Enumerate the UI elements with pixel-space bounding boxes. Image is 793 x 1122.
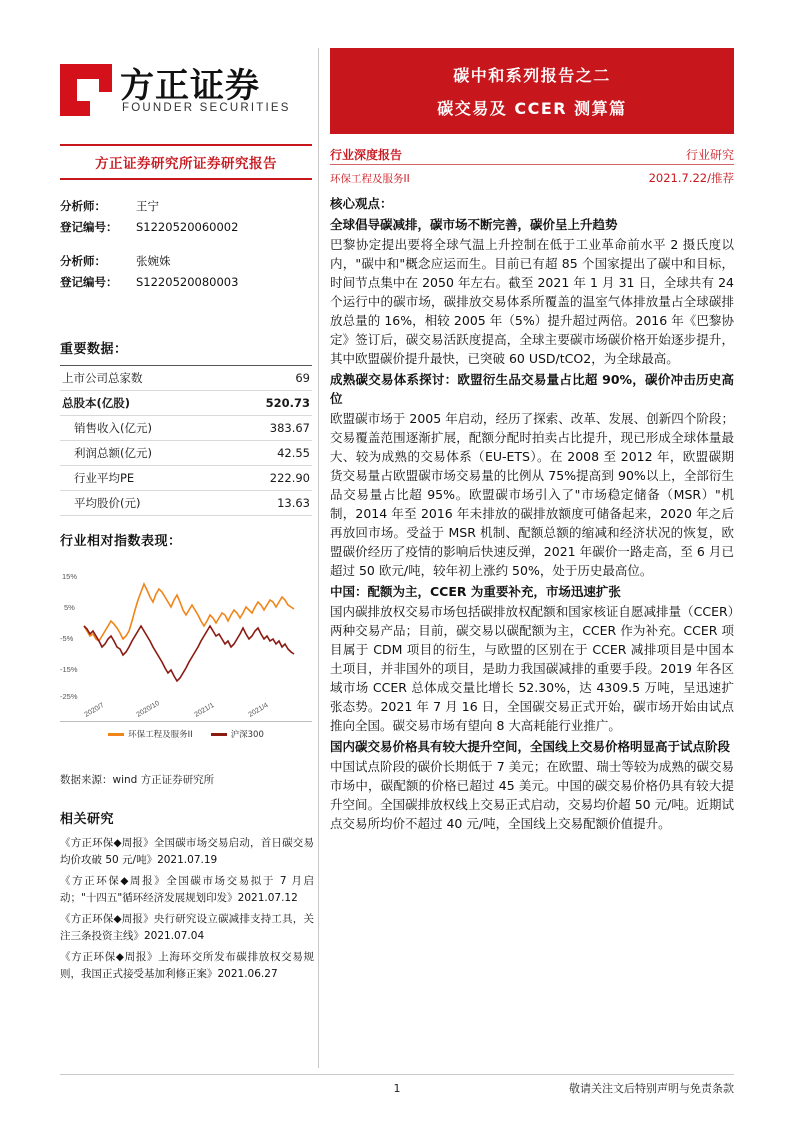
section-paragraph: 国内碳排放权交易市场包括碳排放权配额和国家核证自愿减排量（CCER）两种交易产品；目前，碳交易以碳配额为主，CCER 作为补充。CCER 项目属于 CDM 项目的衍生，与欧盟的区别在于 CCER 减排项目是中国本土项目，并非国外的项目，是助力我国碳减排的重要手段。2019 年各区域市场 CCER 总体成交量比增长 52.30%，达 4309.5 万吨，呈迅速扩张态势。2021 年 7 月 16 日，全国碳交易正式开始，碳市场开始由试点推向全国。碳交易市场有望向 8 大高耗能行业推广。 [330,604,734,733]
analyst-id-label: 登记编号： [60,220,118,234]
key-data-value: 13.63 [277,496,310,510]
svg-text:2020/10: 2020/10 [135,700,161,719]
analyst-name: 张婉姝 [136,254,171,268]
key-data-label: 销售收入(亿元) [74,421,152,435]
analyst-id-value: S1220520080003 [136,275,239,289]
analyst-id-row [60,272,312,293]
section-heading: 成熟碳交易体系探讨：欧盟衍生品交易量占比超 90%，碳价冲击历史高位 [330,372,734,406]
table-row [60,391,312,416]
page-footer [60,1080,734,1096]
key-data-table [60,365,312,516]
key-data-label: 平均股价(元) [74,496,141,510]
legend-swatch-icon [108,733,124,736]
svg-text:15%: 15% [62,572,78,581]
list-item[interactable]: 《方正环保◆周报》央行研究设立碳减排支持工具，关注三条投资主线》2021.07.04 [60,913,314,942]
legend-item [211,728,264,740]
research-category-label: 行业研究 [685,148,734,162]
svg-text:2021/1: 2021/1 [193,701,216,719]
report-body [330,194,734,834]
key-data-label: 行业平均PE [74,471,135,485]
analyst-id-value: S1220520060002 [136,220,239,234]
page-number: 1 [393,1081,401,1095]
section-paragraph: 欧盟碳市场于 2005 年启动，经历了探索、改革、发展、创新四个阶段；交易覆盖范围逐渐扩展，配额分配时拍卖占比提升，现已形成全球体量最大、较为成熟的交易体系（EU-ETS）。在 2008 至 2012 年，欧盟碳期货交易量占欧盟碳市场交易量的比例从 75%提高到 90%以上，全部衍生品交易量占比超 95%。欧盟碳市场引入了"市场稳定储备（MSR）"机制，2014 年至 2016 年未排放的碳排放额度可储备起来，2020 年之后再放回市场。受益于 MSR 机制、配额总额的缩减和经济状况的恢复，欧盟碳价经历了疫情的影响后快速反弹，2021 年碳价一路走高，至 6 月已超过 50 欧元/吨，较年初上涨约 50%，处于历史最高位。 [330,411,734,578]
key-data-value: 42.55 [277,446,310,460]
report-type-label: 行业深度报告 [330,148,403,162]
key-data-value: 383.67 [269,421,310,435]
section-heading: 全球倡导碳减排，碳市场不断完善，碳价呈上升趋势 [330,217,618,232]
analyst-row [60,196,312,217]
chart-plot-area [60,557,312,722]
table-row [60,491,312,516]
table-row [60,466,312,491]
analyst-block [60,196,312,293]
analyst-row [60,251,312,272]
report-title-line1: 碳中和系列报告之二 [453,66,611,85]
key-data-value: 520.73 [265,396,310,410]
index-chart-section [60,530,312,740]
svg-text:-5%: -5% [60,634,74,643]
related-research-title: 相关研究 [60,812,115,827]
report-title-banner [330,48,734,134]
chart-title: 行业相对指数表现： [60,534,182,549]
industry-label: 环保工程及服务II [330,173,410,185]
legend-item [108,728,193,740]
key-data-label: 利润总额(亿元) [74,446,152,460]
key-data-section [60,338,312,516]
legend-label: 沪深300 [230,730,264,740]
analyst-role-label: 分析师： [60,254,106,268]
analyst-id-row [60,217,312,238]
list-item[interactable]: 《方正环保◆周报》全国碳市场交易启动，首日碳交易均价攻破 50 元/吨》2021.07.19 [60,837,314,866]
list-item[interactable]: 《方正环保◆周报》全国碳市场交易拟于 7 月启动；"十四五"循环经济发展规划印发》2021.07.12 [60,875,314,904]
company-logo [60,58,310,128]
line-chart-svg [60,557,312,722]
related-research-section [60,808,314,987]
table-row [60,366,312,391]
report-title-line2: 碳交易及 CCER 测算篇 [437,99,627,118]
svg-text:2021/4: 2021/4 [247,701,270,719]
report-meta-bottom [330,170,734,186]
legend-label: 环保工程及服务II [128,730,193,740]
key-data-value: 69 [295,371,310,385]
list-item[interactable]: 《方正环保◆周报》上海环交所发布碳排放权交易规则，我国正式接受基加利修正案》2021.06.27 [60,951,314,980]
key-data-label: 上市公司总家数 [62,371,143,385]
section-paragraph: 中国试点阶段的碳价长期低于 7 美元；在欧盟、瑞士等较为成熟的碳交易市场中，碳配额的价格已超过 45 美元。中国的碳交易价格仍具有较大提升空间。全国碳排放权线上交易正式启动，交易均价超 50 元/吨。近期试点交易所均价不超过 40 元/吨，全国线上交易配额价值提升。 [330,759,734,831]
date-rating-label: 2021.7.22/推荐 [648,171,734,185]
table-row [60,416,312,441]
analyst-id-label: 登记编号： [60,275,118,289]
footer-disclaimer: 敬请关注文后特别声明与免责条款 [569,1082,734,1095]
core-viewpoint-heading: 核心观点： [330,196,393,211]
related-research-list [60,835,314,982]
footer-divider [60,1074,734,1075]
table-row [60,441,312,466]
company-name-en: FOUNDER SECURITIES [122,102,291,114]
svg-text:-15%: -15% [60,665,78,674]
key-data-label: 总股本(亿股) [62,396,131,410]
institute-banner [60,144,312,180]
left-column [0,0,318,1122]
key-data-title: 重要数据： [60,342,128,357]
legend-swatch-icon [211,733,227,736]
company-name-cn: 方正证券 [120,66,260,106]
analyst-name: 王宁 [136,199,159,213]
founder-logo-icon [60,64,112,116]
column-divider [318,48,319,1068]
chart-source-note: 数据来源：wind 方正证券研究所 [60,774,215,786]
meta-divider [330,164,734,165]
svg-text:2020/7: 2020/7 [83,701,106,719]
svg-text:5%: 5% [64,603,75,612]
section-heading: 国内碳交易价格具有较大提升空间，全国线上交易价格明显高于试点阶段 [330,739,731,754]
svg-text:-25%: -25% [60,692,78,701]
section-heading: 中国：配额为主，CCER 为重要补充，市场迅速扩张 [330,584,621,599]
key-data-value: 222.90 [269,471,310,485]
chart-legend [60,728,312,740]
report-meta-top [330,146,734,163]
analyst-role-label: 分析师： [60,199,106,213]
institute-banner-label: 方正证券研究所证券研究报告 [95,156,277,172]
section-paragraph: 巴黎协定提出要将全球气温上升控制在低于工业革命前水平 2 摄氏度以内，"碳中和"概念应运而生。目前已有超 85 个国家提出了碳中和目标，时间节点集中在 2050 年左右。截至 2021 年 1 月 31 日，全球共有 24 个运行中的碳市场，碳排放交易体系所覆盖的温室气体排放量占全球碳排放总量的 16%，相较 2005 年（5%）提升超过两倍。2016 年《巴黎协定》签订后，碳交易活跃度提高，全球主要碳市场碳价格开始逐步提升，其中欧盟碳价提升最快，已突破 60 USD/tCO2，为全球最高。 [330,237,734,366]
